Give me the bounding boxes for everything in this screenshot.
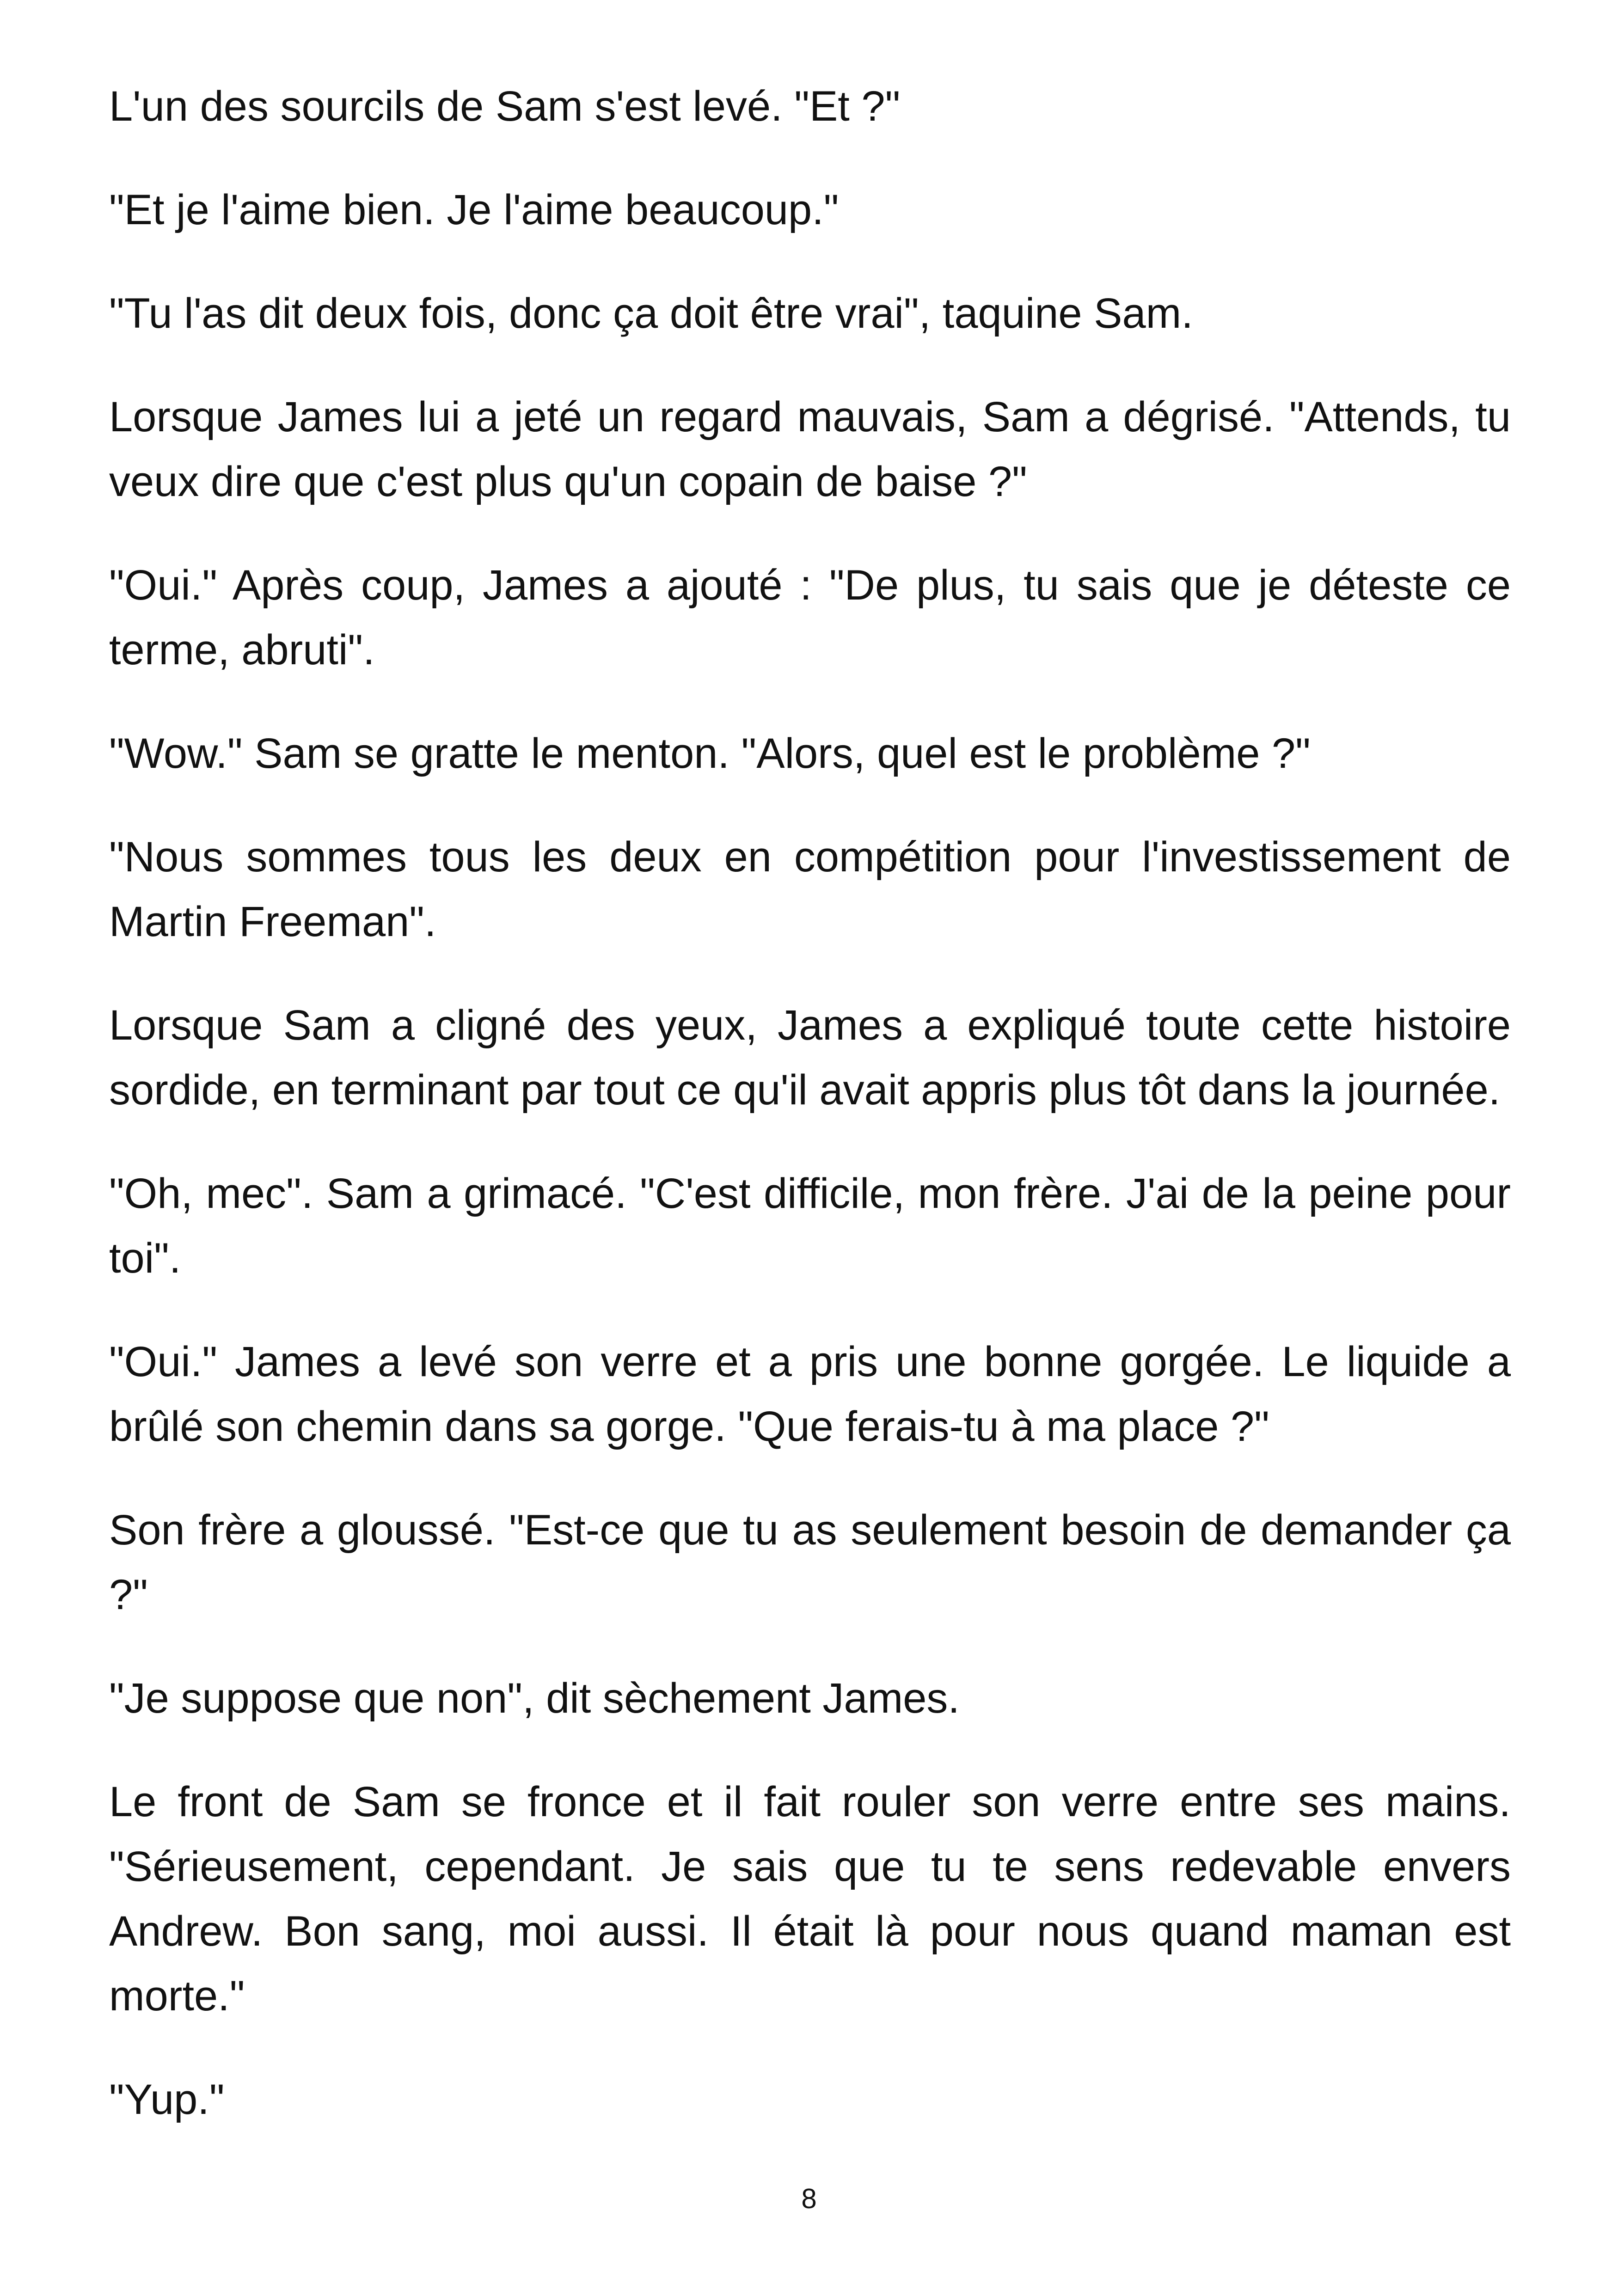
paragraph: Son frère a gloussé. "Est-ce que tu as seulement besoin de demander ça ?" [109,1506,1511,1618]
paragraph: "Et je l'aime bien. Je l'aime beaucoup." [109,186,839,233]
paragraph: Le front de Sam se fronce et il fait rouler son verre entre ses mains. "Sérieusement, cependant. Je sais que tu te sens redevable envers Andrew. Bon sang, moi aussi. Il était là pour nous quand maman est morte." [109,1778,1511,2020]
body-text [109,74,1511,2171]
paragraph: "Nous sommes tous les deux en compétition pour l'investissement de Martin Freeman". [109,833,1511,945]
paragraph: "Je suppose que non", dit sèchement James. [109,1675,960,1722]
paragraph: "Tu l'as dit deux fois, donc ça doit être vrai", taquine Sam. [109,290,1193,337]
paragraph: "Yup." [109,2076,225,2123]
paragraph: Lorsque James lui a jeté un regard mauvais, Sam a dégrisé. "Attends, tu veux dire que c'est plus qu'un copain de baise ?" [109,393,1511,505]
paragraph: L'un des sourcils de Sam s'est levé. "Et ?" [109,83,901,130]
paragraph: Lorsque Sam a cligné des yeux, James a expliqué toute cette histoire sordide, en terminant par tout ce qu'il avait appris plus tôt dans la journée. [109,1002,1511,1114]
paragraph: "Oh, mec". Sam a grimacé. "C'est difficile, mon frère. J'ai de la peine pour toi". [109,1170,1511,1282]
paragraph: "Oui." James a levé son verre et a pris une bonne gorgée. Le liquide a brûlé son chemin dans sa gorge. "Que ferais-tu à ma place ?" [109,1338,1511,1450]
paragraph: "Wow." Sam se gratte le menton. "Alors, quel est le problème ?" [109,730,1311,777]
paragraph: "Oui." Après coup, James a ajouté : "De plus, tu sais que je déteste ce terme, abruti". [109,562,1511,673]
page-number: 8 [801,2183,817,2214]
